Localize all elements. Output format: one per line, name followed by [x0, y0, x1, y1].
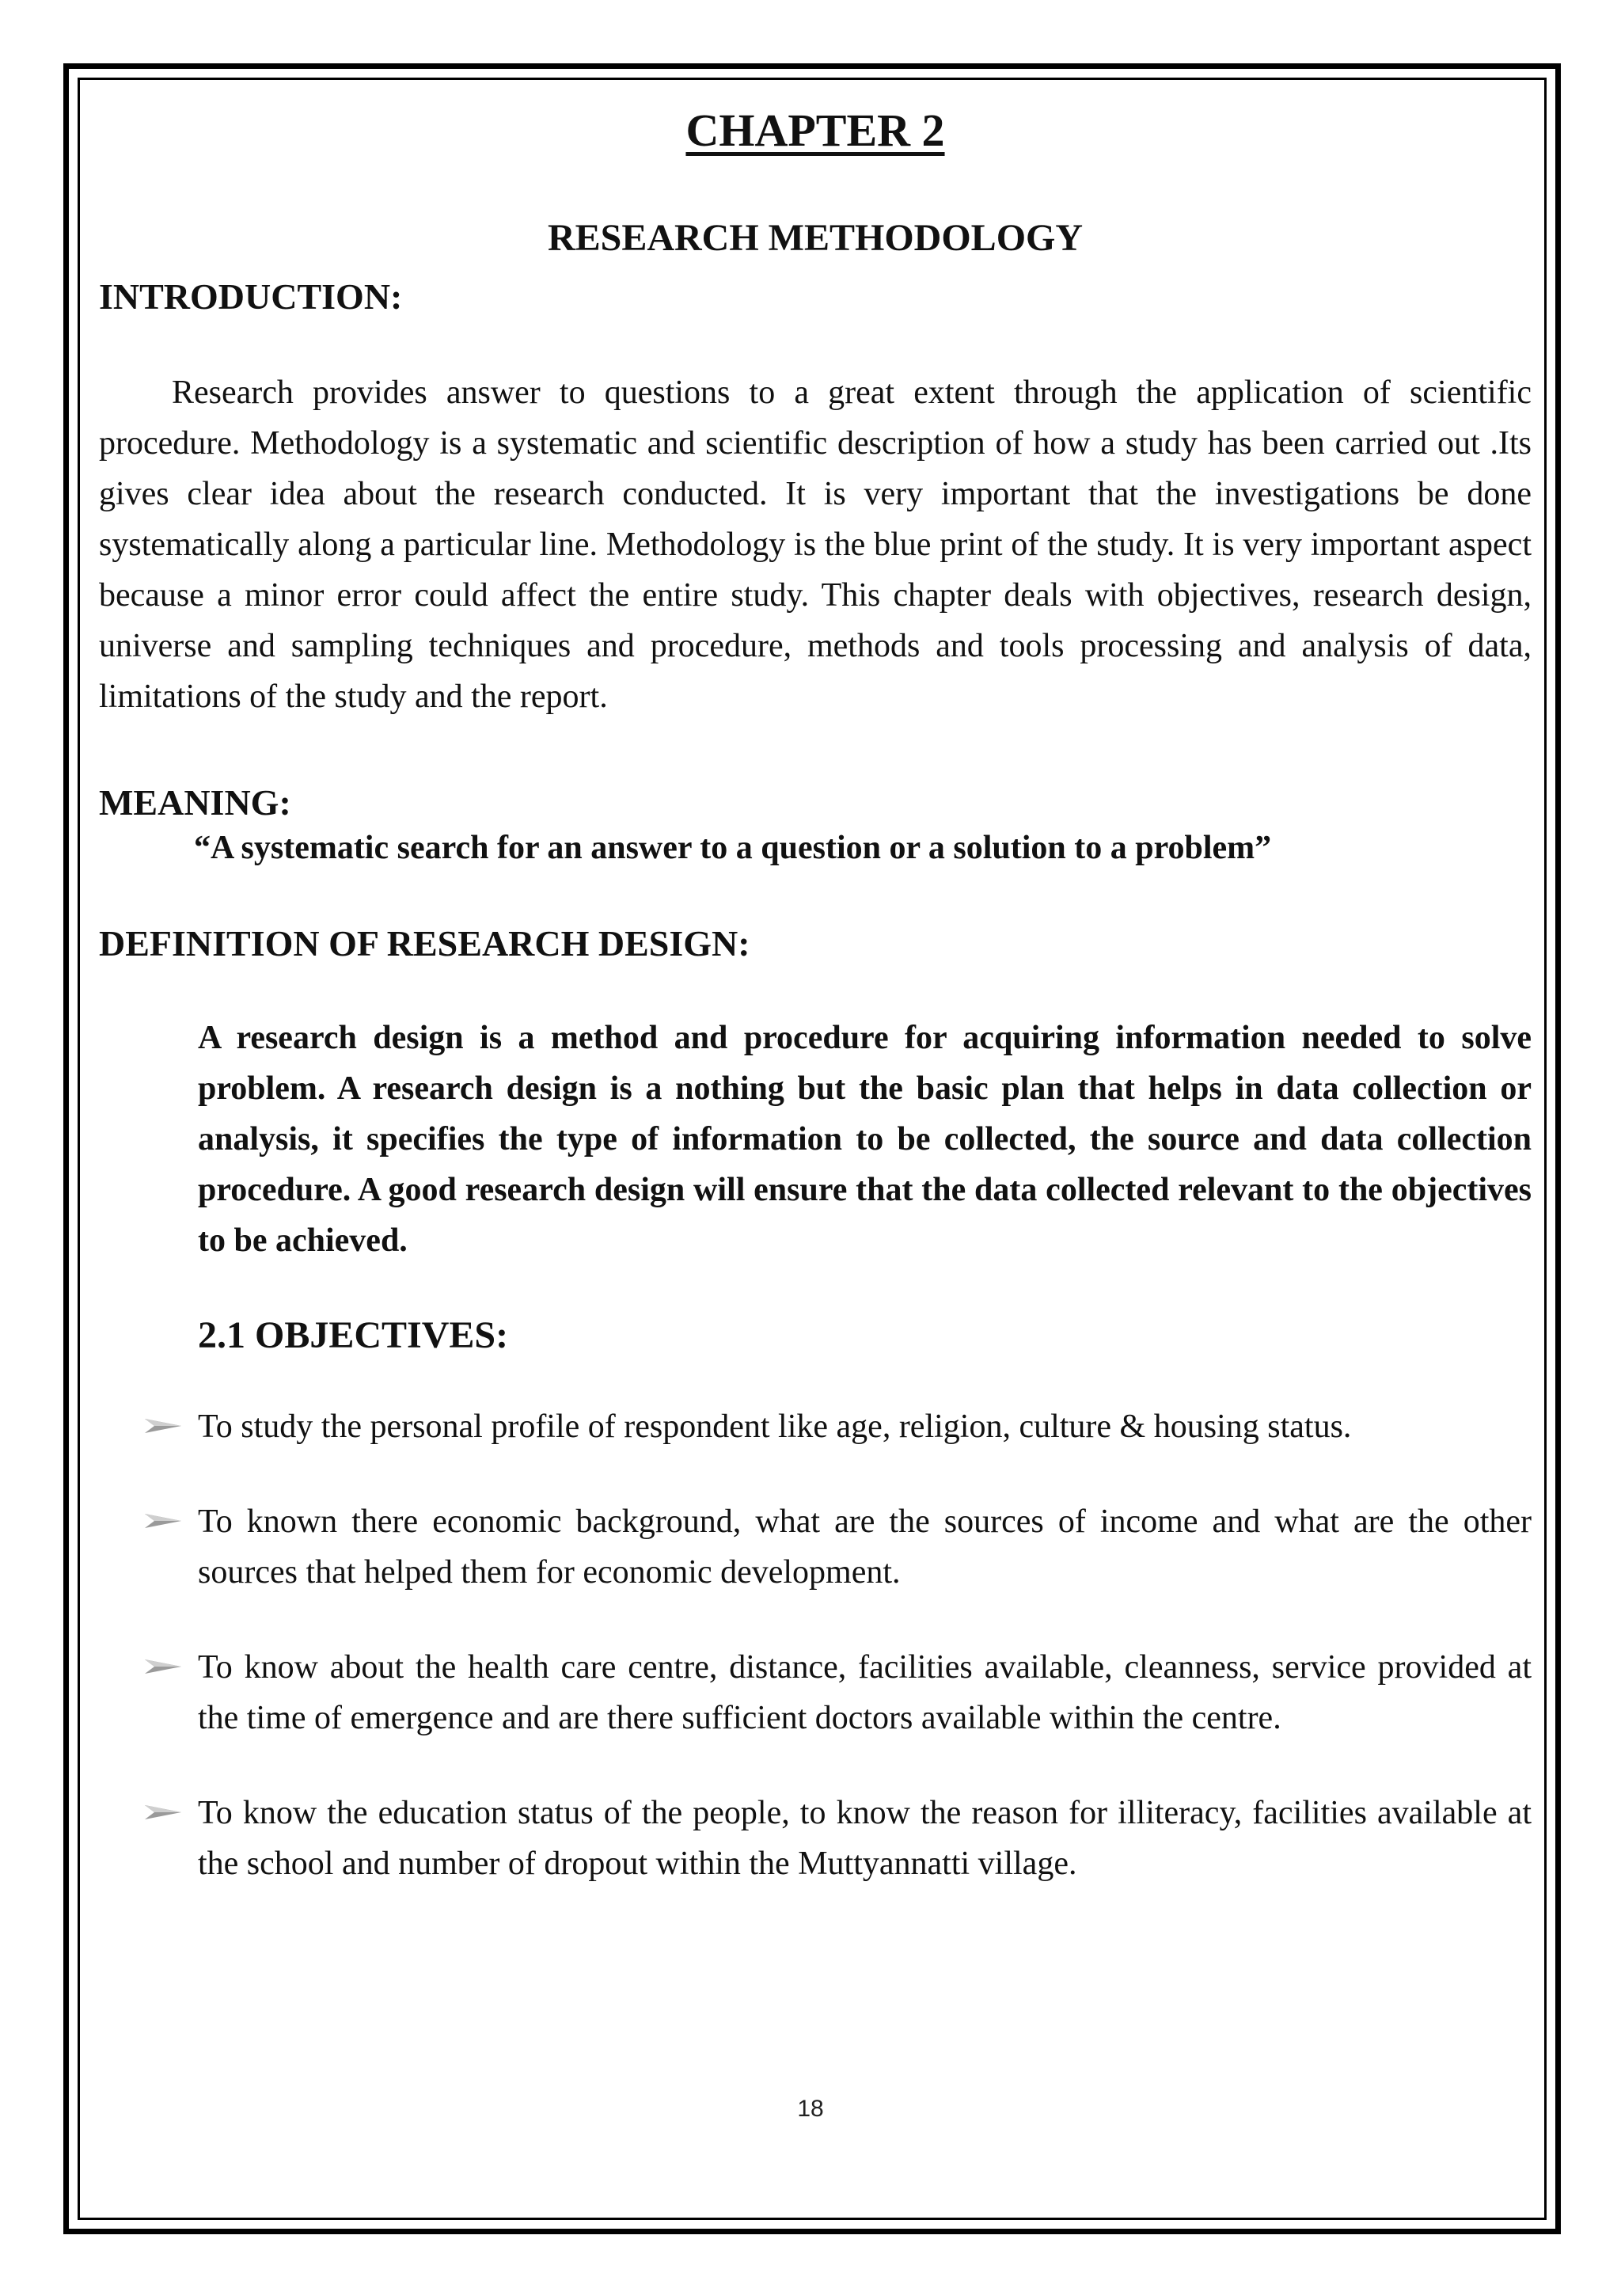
arrow-bullet-icon [145, 1417, 181, 1435]
meaning-heading: MEANING: [99, 782, 291, 823]
objective-text: To known there economic background, what are the sources of income and what are the other sources that helped them for economic development. [198, 1503, 1532, 1591]
definition-heading: DEFINITION OF RESEARCH DESIGN: [99, 922, 750, 964]
objectives-list [99, 1401, 1532, 1889]
arrow-bullet-icon [145, 1512, 181, 1530]
objective-text: To know about the health care centre, distance, facilities available, cleanness, service provided at the time of emergence and are there sufficient doctors available within the centre. [198, 1648, 1532, 1736]
introduction-paragraph: Research provides answer to questions to a great extent through the application of scientific procedure. Methodology is a systematic and scientific description of how a study has been carried out .Its gives clear idea about the research conducted. It is very important that the investigations be done systematically along a particular line. Methodology is the blue print of the study. It is very important aspect because a minor error could affect the entire study. This chapter deals with objectives, research design, universe and sampling techniques and procedure, methods and tools processing and analysis of data, limitations of the study and the report. [99, 374, 1532, 716]
objective-item [99, 1401, 1532, 1452]
objective-text: To study the personal profile of respondent like age, religion, culture & housing status. [198, 1408, 1352, 1445]
arrow-bullet-icon [145, 1658, 181, 1675]
section-title: RESEARCH METHODOLOGY [547, 216, 1084, 259]
chapter-title: CHAPTER 2 [685, 105, 945, 156]
objectives-heading: 2.1 OBJECTIVES: [198, 1313, 509, 1356]
arrow-bullet-icon [145, 1804, 181, 1821]
objective-item [99, 1642, 1532, 1743]
objective-text: To know the education status of the people, to know the reason for illiteracy, facilities available at the school and number of dropout within the Muttyannatti village. [198, 1794, 1532, 1882]
meaning-quote: “A systematic search for an answer to a question or a solution to a problem” [194, 829, 1272, 866]
objective-item [99, 1496, 1532, 1598]
introduction-heading: INTRODUCTION: [99, 276, 403, 317]
objective-item [99, 1788, 1532, 1889]
page-number: 18 [797, 2096, 824, 2122]
definition-paragraph: A research design is a method and procedure for acquiring information needed to solve problem. A research design is a nothing but the basic plan that helps in data collection or analysis, it specifies the type of information to be collected, the source and data collection procedure. A good research design will ensure that the data collected relevant to the objectives to be achieved. [198, 1019, 1532, 1259]
page-content [99, 95, 1532, 1889]
